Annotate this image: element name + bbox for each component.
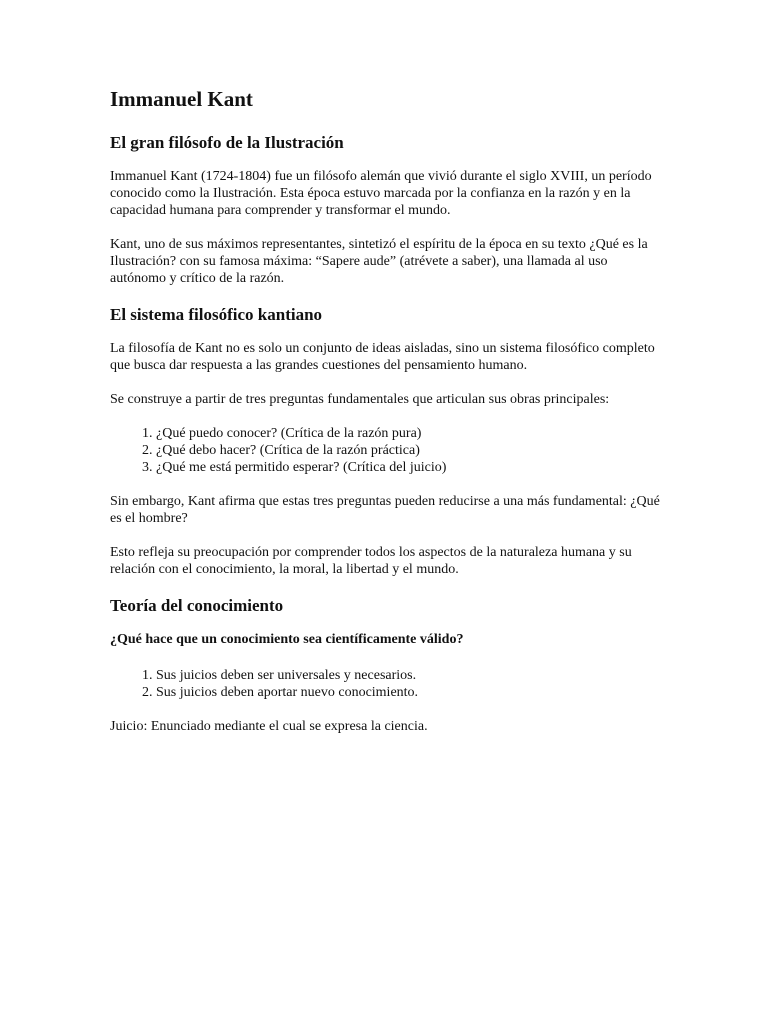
paragraph: Kant, uno de sus máximos representantes, sintetizó el espíritu de la época en su texto ¿Qué es la Ilustración? con su famosa máxima: “Sapere aude” (atrévete a saber), una llamada al uso autónomo y crítico de la razón. [110,237,648,286]
paragraph: La filosofía de Kant no es solo un conjunto de ideas aisladas, sino un sistema filosófico completo que busca dar respuesta a las grandes cuestiones del pensamiento humano. [110,341,655,373]
document-page [110,84,662,752]
section-heading-ilustracion: El gran filósofo de la Ilustración [110,133,344,152]
numbered-list-juicios [110,667,662,701]
section-heading-conocimiento: Teoría del conocimiento [110,596,284,615]
paragraph: Esto refleja su preocupación por comprender todos los aspectos de la naturaleza humana y su relación con el conocimiento, la moral, la libertad y el mundo. [110,545,632,577]
list-item: 2. ¿Qué debo hacer? (Crítica de la razón práctica) [156,442,662,459]
list-item: 1. Sus juicios deben ser universales y necesarios. [156,667,662,684]
paragraph: Se construye a partir de tres preguntas fundamentales que articulan sus obras principales: [110,392,610,407]
numbered-list-preguntas [110,425,662,476]
section-heading-sistema: El sistema filosófico kantiano [110,305,323,324]
paragraph: Sin embargo, Kant afirma que estas tres preguntas pueden reducirse a una más fundamental: ¿Qué es el hombre? [110,494,660,526]
document-title: Immanuel Kant [110,87,253,111]
paragraph: Immanuel Kant (1724-1804) fue un filósofo alemán que vivió durante el siglo XVIII, un período conocido como la Ilustración. Esta época estuvo marcada por la confianza en la razón y en la capacidad humana para comprender y transformar el mundo. [110,169,652,218]
list-item: 3. ¿Qué me está permitido esperar? (Crítica del juicio) [156,459,662,476]
list-item: 1. ¿Qué puedo conocer? (Crítica de la razón pura) [156,425,662,442]
paragraph: Juicio: Enunciado mediante el cual se expresa la ciencia. [110,719,428,734]
subheading-question: ¿Qué hace que un conocimiento sea científicamente válido? [110,632,464,647]
list-item: 2. Sus juicios deben aportar nuevo conocimiento. [156,684,662,701]
